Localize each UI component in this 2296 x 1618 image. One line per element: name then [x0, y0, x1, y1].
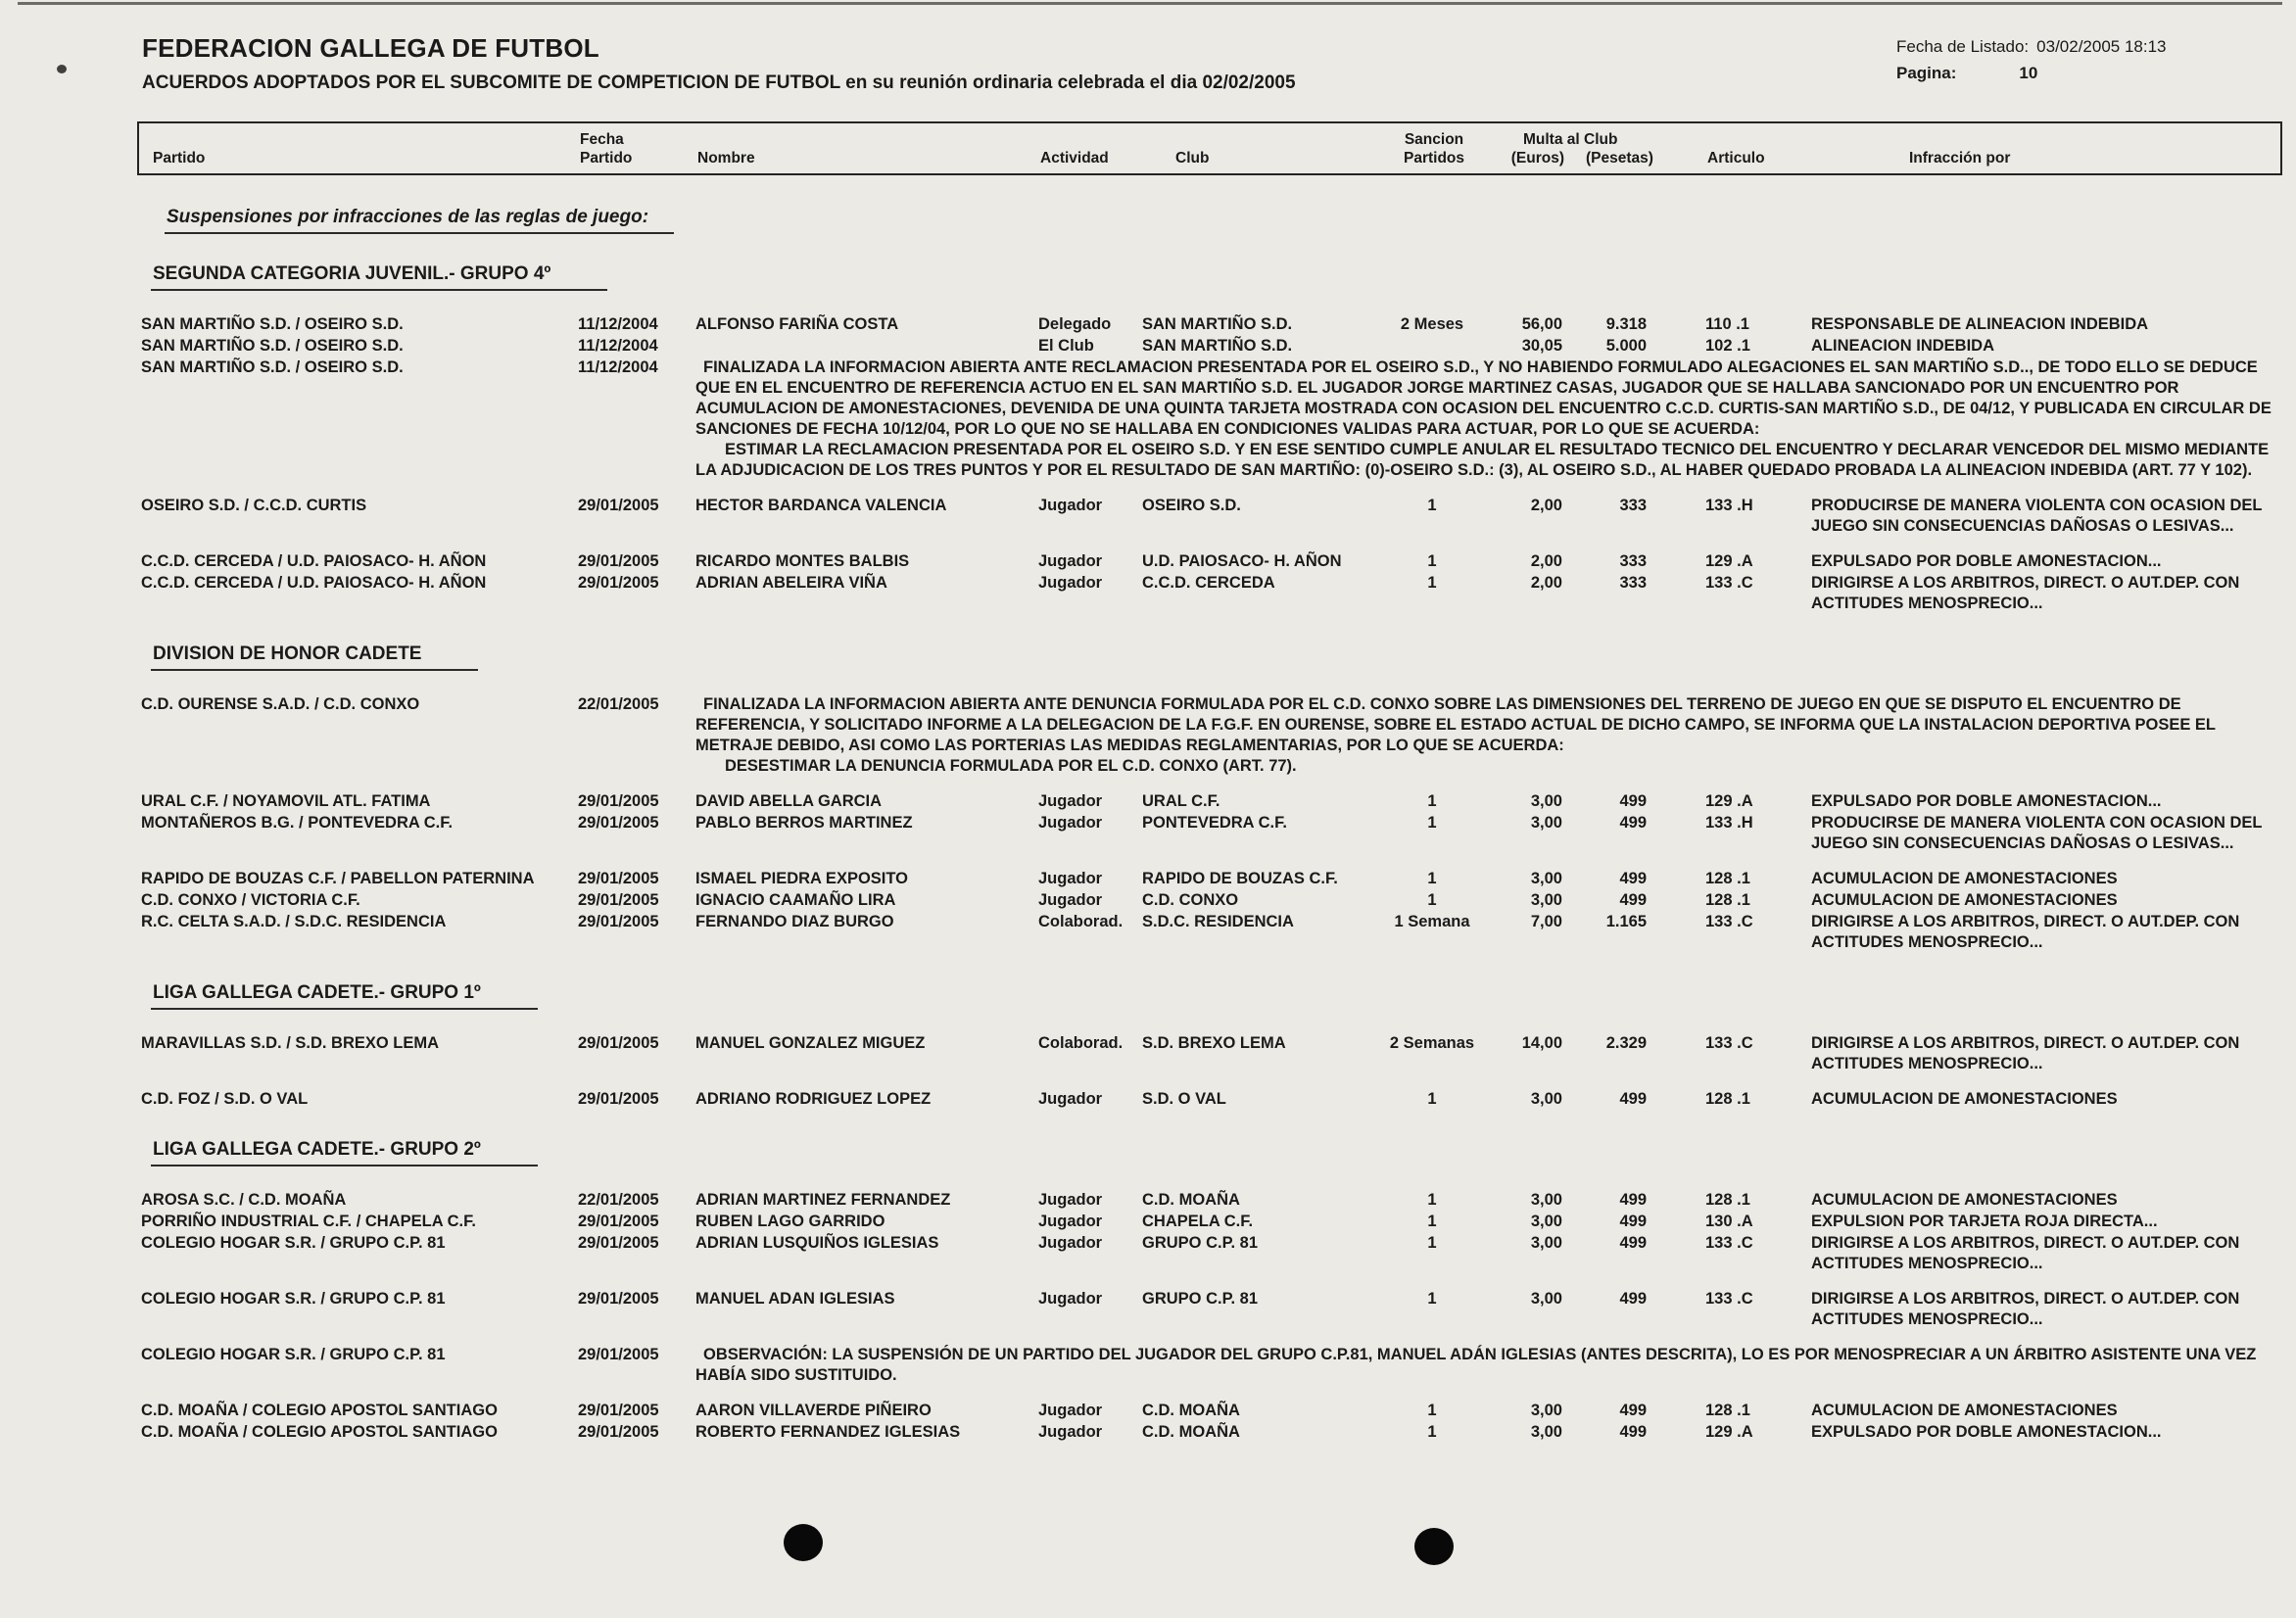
category-section — [137, 1139, 2282, 1443]
cell-sancion-partidos: 1 — [1427, 497, 1437, 514]
category-heading — [151, 1139, 2282, 1166]
cell-partido: SAN MARTIÑO S.D. / OSEIRO S.D. — [141, 315, 404, 333]
cell-multa-euros: 3,00 — [1530, 792, 1562, 810]
cell-partido: MONTAÑEROS B.G. / PONTEVEDRA C.F. — [141, 814, 454, 832]
cell-club: SAN MARTIÑO S.D. — [1142, 315, 1293, 333]
cell-club: PONTEVEDRA C.F. — [1142, 814, 1287, 832]
cell-multa-euros: 2,00 — [1530, 574, 1562, 592]
cell-articulo: 133 .C — [1705, 1034, 1753, 1052]
cell-infraccion-por: RESPONSABLE DE ALINEACION INDEBIDA — [1811, 315, 2149, 333]
cell-infraccion-por: DIRIGIRSE A LOS ARBITROS, DIRECT. O AUT.DEP. CON ACTITUDES MENOSPRECIO... — [1811, 913, 2240, 951]
cell-multa-pesetas: 499 — [1619, 1290, 1647, 1308]
category-heading-text: DIVISION DE HONOR CADETE — [151, 643, 478, 671]
cell-partido: COLEGIO HOGAR S.R. / GRUPO C.P. 81 — [141, 1234, 446, 1252]
cell-actividad: Jugador — [1038, 1402, 1103, 1419]
cell-partido: C.C.D. CERCEDA / U.D. PAIOSACO- H. AÑON — [141, 552, 487, 570]
cell-nombre: HECTOR BARDANCA VALENCIA — [695, 497, 947, 514]
sanction-group — [137, 1190, 2282, 1274]
cell-multa-pesetas: 499 — [1619, 1402, 1647, 1419]
cell-sancion-partidos: 2 Semanas — [1389, 1034, 1475, 1052]
cell-multa-euros: 3,00 — [1530, 1290, 1562, 1308]
cell-fecha-partido: 29/01/2005 — [578, 1290, 659, 1308]
cell-infraccion-por: EXPULSION POR TARJETA ROJA DIRECTA... — [1811, 1213, 2158, 1230]
cell-sancion-partidos: 1 — [1427, 792, 1437, 810]
cell-multa-euros: 56,00 — [1521, 315, 1562, 333]
column-header-sancion-line1: Sancion — [1404, 131, 1464, 148]
cell-multa-euros: 3,00 — [1530, 1090, 1562, 1108]
note-paragraph: DESESTIMAR LA DENUNCIA FORMULADA POR EL C.D. CONXO (ART. 77). — [725, 757, 1297, 775]
cell-infraccion-por: ALINEACION INDEBIDA — [1811, 337, 1995, 355]
cell-nombre: ROBERTO FERNANDEZ IGLESIAS — [695, 1423, 961, 1441]
note-paragraph: ESTIMAR LA RECLAMACION PRESENTADA POR EL OSEIRO S.D. Y EN ESE SENTIDO CUMPLE ANULAR EL RESULTADO TECNICO DEL ENCUENTRO Y DECLARAR VENCEDOR DEL MISMO MEDIANTE LA ADJUDICACION DE LOS TRES PUNTOS Y POR EL RESULTADO DE SAN MARTIÑO: (0)-OSEIRO S.D.: (3), AL OSEIRO S.D., AL HABER QUEDADO PROBADA LA ALINEACION INDEBIDA (ART. 77 Y 102). — [695, 441, 2270, 479]
suspensions-section-title-text: Suspensiones por infracciones de las reglas de juego: — [165, 207, 674, 234]
sanction-group — [137, 314, 2282, 481]
cell-articulo: 128 .1 — [1705, 870, 1750, 887]
cell-multa-pesetas: 499 — [1619, 1423, 1647, 1441]
cell-actividad: Jugador — [1038, 497, 1103, 514]
cell-partido: C.D. MOAÑA / COLEGIO APOSTOL SANTIAGO — [141, 1402, 498, 1419]
cell-articulo: 129 .A — [1705, 792, 1753, 810]
cell-sancion-partidos: 1 Semana — [1394, 913, 1470, 930]
table-row — [137, 694, 2282, 777]
column-header-sancion-line2: Partidos — [1403, 150, 1464, 167]
cell-sancion-partidos: 1 — [1427, 574, 1437, 592]
category-heading — [151, 643, 2282, 671]
table-row — [137, 496, 2282, 537]
sanction-group — [137, 1289, 2282, 1330]
cell-articulo: 128 .1 — [1705, 891, 1750, 909]
cell-fecha-partido: 29/01/2005 — [578, 1234, 659, 1252]
cell-actividad: Jugador — [1038, 1191, 1103, 1209]
cell-infraccion-por: DIRIGIRSE A LOS ARBITROS, DIRECT. O AUT.DEP. CON ACTITUDES MENOSPRECIO... — [1811, 1290, 2240, 1328]
cell-multa-euros: 3,00 — [1530, 814, 1562, 832]
pagina — [1896, 64, 2167, 83]
table-row — [137, 1422, 2282, 1443]
cell-multa-euros: 3,00 — [1530, 1423, 1562, 1441]
cell-actividad: Jugador — [1038, 1234, 1103, 1252]
column-header-fecha-partido — [580, 130, 690, 167]
cell-infraccion-por: EXPULSADO POR DOBLE AMONESTACION... — [1811, 1423, 2162, 1441]
fecha-de-listado — [1896, 37, 2167, 57]
cell-infraccion-por: EXPULSADO POR DOBLE AMONESTACION... — [1811, 552, 2162, 570]
cell-club: C.D. MOAÑA — [1142, 1402, 1240, 1419]
column-header-multa-label: Multa al Club — [1523, 131, 1618, 148]
cell-nombre: ADRIAN ABELEIRA VIÑA — [695, 574, 887, 592]
table-row — [137, 1289, 2282, 1330]
document-content — [137, 121, 2282, 1443]
sanction-group — [137, 694, 2282, 777]
cell-sancion-partidos: 2 Meses — [1400, 315, 1464, 333]
cell-sancion-partidos: 1 — [1427, 1090, 1437, 1108]
note-paragraph: FINALIZADA LA INFORMACION ABIERTA ANTE RECLAMACION PRESENTADA POR EL OSEIRO S.D., Y NO HABIENDO FORMULADO ALEGACIONES EL SAN MARTIÑO S.D.., DE TODO ELLO SE DEDUCE QUE EN EL ENCUENTRO DE REFERENCIA ACTUO EN EL SAN MARTIÑO S.D. EL JUGADOR JORGE MARTINEZ CASAS, JUGADOR QUE SE HALLABA SANCIONADO POR UN ENCUENTRO POR ACUMULACION DE AMONESTACIONES, DEVENIDA DE UNA QUINTA TARJETA MOSTRADA CON OCASION DEL ENCUENTRO C.C.D. CURTIS-SAN MARTIÑO S.D., DE 04/12, Y PUBLICADA EN CIRCULAR DE SANCIONES DE FECHA 10/12/04, POR LO QUE NO SE HALLABA EN CONDICIONES VALIDAS PARA ACTUAR, POR LO QUE SE ACUERDA: — [695, 358, 2272, 438]
cell-actividad: Jugador — [1038, 792, 1103, 810]
cell-nombre: RUBEN LAGO GARRIDO — [695, 1213, 885, 1230]
cell-articulo: 130 .A — [1705, 1213, 1753, 1230]
table-row — [137, 1401, 2282, 1421]
cell-sancion-partidos: 1 — [1427, 1191, 1437, 1209]
cell-infraccion-por: ACUMULACION DE AMONESTACIONES — [1811, 1090, 2118, 1108]
cell-multa-pesetas: 5.000 — [1605, 337, 1647, 355]
sanction-group — [137, 869, 2282, 953]
cell-partido: C.D. MOAÑA / COLEGIO APOSTOL SANTIAGO — [141, 1423, 498, 1441]
cell-actividad: Colaborad. — [1038, 1034, 1124, 1052]
fecha-de-listado-label: Fecha de Listado: — [1896, 37, 2030, 56]
hole-punch-left — [784, 1524, 823, 1561]
cell-sancion-partidos: 1 — [1427, 1290, 1437, 1308]
cell-club: S.D. BREXO LEMA — [1142, 1034, 1286, 1052]
cell-partido: URAL C.F. / NOYAMOVIL ATL. FATIMA — [141, 792, 431, 810]
cell-multa-euros: 3,00 — [1530, 1213, 1562, 1230]
category-heading — [151, 982, 2282, 1010]
sanction-group — [137, 1345, 2282, 1386]
listing-meta — [1896, 37, 2167, 90]
cell-infraccion-por: PRODUCIRSE DE MANERA VIOLENTA CON OCASION DEL JUEGO SIN CONSECUENCIAS DAÑOSAS O LESIVAS... — [1811, 814, 2263, 852]
cell-partido: C.D. FOZ / S.D. O VAL — [141, 1090, 309, 1108]
cell-articulo: 128 .1 — [1705, 1191, 1750, 1209]
cell-partido: AROSA S.C. / C.D. MOAÑA — [141, 1191, 347, 1209]
cell-club: RAPIDO DE BOUZAS C.F. — [1142, 870, 1338, 887]
column-header-fecha-line1: Fecha — [580, 131, 624, 148]
suspensions-section-title — [165, 207, 2282, 234]
sanction-group — [137, 791, 2282, 854]
cell-fecha-partido: 29/01/2005 — [578, 913, 659, 930]
column-header-sancion-partidos — [1370, 130, 1498, 167]
cell-infraccion-por: ACUMULACION DE AMONESTACIONES — [1811, 870, 2118, 887]
cell-nombre: ADRIAN MARTINEZ FERNANDEZ — [695, 1191, 951, 1209]
cell-multa-pesetas: 499 — [1619, 1191, 1647, 1209]
cell-infraccion-por: ACUMULACION DE AMONESTACIONES — [1811, 891, 2118, 909]
column-header-nombre: Nombre — [697, 150, 755, 167]
cell-nombre: MANUEL ADAN IGLESIAS — [695, 1290, 895, 1308]
cell-nombre: ADRIAN LUSQUIÑOS IGLESIAS — [695, 1234, 939, 1252]
cell-infraccion-por: ACUMULACION DE AMONESTACIONES — [1811, 1191, 2118, 1209]
cell-multa-pesetas: 333 — [1619, 497, 1647, 514]
cell-fecha-partido: 29/01/2005 — [578, 1423, 659, 1441]
column-header-euros: (Euros) — [1510, 150, 1564, 167]
cell-multa-pesetas: 499 — [1619, 870, 1647, 887]
column-header-multa-units — [1498, 149, 1684, 167]
cell-sancion-partidos: 1 — [1427, 1402, 1437, 1419]
cell-fecha-partido: 29/01/2005 — [578, 1090, 659, 1108]
sanction-group — [137, 1033, 2282, 1074]
cell-club: URAL C.F. — [1142, 792, 1220, 810]
cell-sancion-partidos: 1 — [1427, 814, 1437, 832]
sanction-group — [137, 1401, 2282, 1443]
cell-club: OSEIRO S.D. — [1142, 497, 1241, 514]
cell-fecha-partido: 29/01/2005 — [578, 1213, 659, 1230]
cell-club: GRUPO C.P. 81 — [1142, 1290, 1258, 1308]
table-row — [137, 791, 2282, 812]
cell-sancion-partidos — [1368, 336, 1496, 357]
note-paragraph: OBSERVACIÓN: LA SUSPENSIÓN DE UN PARTIDO DEL JUGADOR DEL GRUPO C.P.81, MANUEL ADÁN IGLESIAS (ANTES DESCRITA), LO ES POR MENOSPRECIAR A UN ÁRBITRO ASISTENTE UNA VEZ HABÍA SIDO SUSTITUIDO. — [695, 1346, 2257, 1384]
cell-multa-euros: 3,00 — [1530, 1234, 1562, 1252]
resolution-note — [688, 694, 2282, 777]
cell-sancion-partidos: 1 — [1427, 1423, 1437, 1441]
cell-fecha-partido: 29/01/2005 — [578, 552, 659, 570]
cell-nombre: MANUEL GONZALEZ MIGUEZ — [695, 1034, 926, 1052]
table-row — [137, 573, 2282, 614]
cell-multa-pesetas: 499 — [1619, 1090, 1647, 1108]
table-row — [137, 336, 2282, 357]
cell-fecha-partido: 29/01/2005 — [578, 870, 659, 887]
cell-articulo: 133 .C — [1705, 1290, 1753, 1308]
cell-multa-pesetas: 1.165 — [1605, 913, 1647, 930]
cell-fecha-partido: 29/01/2005 — [578, 1346, 659, 1363]
category-heading-text: SEGUNDA CATEGORIA JUVENIL.- GRUPO 4º — [151, 263, 607, 291]
cell-fecha-partido: 29/01/2005 — [578, 792, 659, 810]
cell-actividad: Jugador — [1038, 1423, 1103, 1441]
cell-sancion-partidos: 1 — [1427, 870, 1437, 887]
cell-articulo: 110 .1 — [1705, 315, 1749, 333]
table-row — [137, 314, 2282, 335]
table-row — [137, 551, 2282, 572]
cell-nombre: AARON VILLAVERDE PIÑEIRO — [695, 1402, 932, 1419]
cell-actividad: El Club — [1038, 337, 1094, 355]
column-header-infraccion-por: Infracción por — [1909, 150, 2011, 167]
cell-articulo: 133 .C — [1705, 1234, 1753, 1252]
column-header-pesetas: (Pesetas) — [1586, 150, 1653, 167]
cell-sancion-partidos: 1 — [1427, 552, 1437, 570]
cell-partido: SAN MARTIÑO S.D. / OSEIRO S.D. — [141, 358, 404, 376]
resolution-note — [688, 357, 2282, 481]
category-heading-text: LIGA GALLEGA CADETE.- GRUPO 1º — [151, 982, 538, 1010]
cell-multa-euros: 2,00 — [1530, 497, 1562, 514]
cell-nombre — [688, 336, 1038, 357]
cell-fecha-partido: 29/01/2005 — [578, 497, 659, 514]
cell-actividad: Jugador — [1038, 870, 1103, 887]
document-title: FEDERACION GALLEGA DE FUTBOL — [142, 33, 599, 63]
table-row — [137, 1345, 2282, 1386]
column-header-articulo: Articulo — [1707, 150, 1765, 167]
cell-fecha-partido: 29/01/2005 — [578, 814, 659, 832]
cell-partido: C.D. CONXO / VICTORIA C.F. — [141, 891, 360, 909]
cell-articulo: 128 .1 — [1705, 1090, 1750, 1108]
cell-multa-pesetas: 499 — [1619, 814, 1647, 832]
cell-club: C.D. MOAÑA — [1142, 1423, 1240, 1441]
cell-actividad: Jugador — [1038, 552, 1103, 570]
cell-club: S.D. O VAL — [1142, 1090, 1226, 1108]
cell-partido: PORRIÑO INDUSTRIAL C.F. / CHAPELA C.F. — [141, 1213, 476, 1230]
cell-articulo: 128 .1 — [1705, 1402, 1750, 1419]
cell-club: C.D. MOAÑA — [1142, 1191, 1240, 1209]
cell-multa-euros: 3,00 — [1530, 891, 1562, 909]
column-header-partido: Partido — [153, 150, 206, 167]
cell-nombre: ADRIANO RODRIGUEZ LOPEZ — [695, 1090, 932, 1108]
cell-club: S.D.C. RESIDENCIA — [1142, 913, 1294, 930]
column-header-club: Club — [1175, 150, 1210, 167]
cell-multa-pesetas: 333 — [1619, 574, 1647, 592]
category-sections — [137, 263, 2282, 1443]
sanction-group — [137, 1089, 2282, 1110]
cell-club: C.C.D. CERCEDA — [1142, 574, 1275, 592]
cell-partido: OSEIRO S.D. / C.C.D. CURTIS — [141, 497, 367, 514]
cell-nombre: PABLO BERROS MARTINEZ — [695, 814, 913, 832]
cell-nombre: DAVID ABELLA GARCIA — [695, 792, 883, 810]
cell-sancion-partidos: 1 — [1427, 1234, 1437, 1252]
cell-actividad: Colaborad. — [1038, 913, 1124, 930]
fecha-de-listado-value: 03/02/2005 18:13 — [2036, 37, 2167, 56]
cell-infraccion-por: PRODUCIRSE DE MANERA VIOLENTA CON OCASION DEL JUEGO SIN CONSECUENCIAS DAÑOSAS O LESIVAS... — [1811, 497, 2263, 535]
cell-nombre: RICARDO MONTES BALBIS — [695, 552, 910, 570]
cell-infraccion-por: DIRIGIRSE A LOS ARBITROS, DIRECT. O AUT.DEP. CON ACTITUDES MENOSPRECIO... — [1811, 1034, 2240, 1072]
cell-multa-pesetas: 499 — [1619, 792, 1647, 810]
cell-actividad: Jugador — [1038, 1290, 1103, 1308]
category-section — [137, 263, 2282, 614]
table-row — [137, 1233, 2282, 1274]
sanction-group — [137, 496, 2282, 537]
cell-multa-euros: 30,05 — [1521, 337, 1562, 355]
table-header — [137, 121, 2282, 175]
cell-actividad: Jugador — [1038, 1090, 1103, 1108]
table-row — [137, 357, 2282, 481]
cell-club: U.D. PAIOSACO- H. AÑON — [1142, 552, 1342, 570]
cell-articulo: 133 .C — [1705, 574, 1753, 592]
cell-infraccion-por: EXPULSADO POR DOBLE AMONESTACION... — [1811, 792, 2162, 810]
cell-club: C.D. CONXO — [1142, 891, 1239, 909]
cell-partido: MARAVILLAS S.D. / S.D. BREXO LEMA — [141, 1034, 440, 1052]
hole-punch-right — [1414, 1528, 1454, 1565]
cell-fecha-partido: 11/12/2004 — [578, 358, 658, 376]
cell-multa-euros: 3,00 — [1530, 1402, 1562, 1419]
document-header — [0, 0, 2296, 94]
cell-sancion-partidos: 1 — [1427, 1213, 1437, 1230]
cell-multa-pesetas: 2.329 — [1605, 1034, 1647, 1052]
cell-nombre: FERNANDO DIAZ BURGO — [695, 913, 894, 930]
cell-partido: COLEGIO HOGAR S.R. / GRUPO C.P. 81 — [141, 1346, 446, 1363]
cell-multa-pesetas: 499 — [1619, 891, 1647, 909]
cell-actividad: Delegado — [1038, 315, 1112, 333]
cell-multa-euros: 3,00 — [1530, 870, 1562, 887]
cell-club: GRUPO C.P. 81 — [1142, 1234, 1258, 1252]
cell-multa-euros: 3,00 — [1530, 1191, 1562, 1209]
table-row — [137, 1089, 2282, 1110]
table-row — [137, 813, 2282, 854]
sanction-group — [137, 551, 2282, 614]
column-header-fecha-line2: Partido — [580, 150, 633, 167]
table-row — [137, 890, 2282, 911]
cell-multa-euros: 2,00 — [1530, 552, 1562, 570]
cell-infraccion-por: ACUMULACION DE AMONESTACIONES — [1811, 1402, 2118, 1419]
column-header-actividad: Actividad — [1040, 150, 1109, 167]
cell-nombre: ISMAEL PIEDRA EXPOSITO — [695, 870, 908, 887]
cell-fecha-partido: 22/01/2005 — [578, 1191, 659, 1209]
pagina-value: 10 — [2019, 64, 2038, 82]
cell-multa-euros: 14,00 — [1521, 1034, 1562, 1052]
cell-articulo: 133 .H — [1705, 814, 1753, 832]
table-row — [137, 912, 2282, 953]
cell-fecha-partido: 11/12/2004 — [578, 337, 658, 355]
pagina-label: Pagina: — [1896, 64, 1957, 82]
cell-actividad: Jugador — [1038, 1213, 1103, 1230]
cell-club: CHAPELA C.F. — [1142, 1213, 1254, 1230]
table-row — [137, 1033, 2282, 1074]
cell-partido: COLEGIO HOGAR S.R. / GRUPO C.P. 81 — [141, 1290, 446, 1308]
cell-infraccion-por: DIRIGIRSE A LOS ARBITROS, DIRECT. O AUT.DEP. CON ACTITUDES MENOSPRECIO... — [1811, 1234, 2240, 1272]
cell-articulo: 102 .1 — [1705, 337, 1750, 355]
cell-actividad: Jugador — [1038, 891, 1103, 909]
document-subtitle: ACUERDOS ADOPTADOS POR EL SUBCOMITE DE COMPETICION DE FUTBOL en su reunión ordinaria celebrada el dia 02/02/2005 — [142, 72, 1296, 93]
table-row — [137, 1212, 2282, 1232]
cell-partido: RAPIDO DE BOUZAS C.F. / PABELLON PATERNINA — [141, 870, 535, 887]
cell-fecha-partido: 11/12/2004 — [578, 315, 658, 333]
cell-partido: C.C.D. CERCEDA / U.D. PAIOSACO- H. AÑON — [141, 574, 487, 592]
category-section — [137, 643, 2282, 953]
table-row — [137, 1190, 2282, 1211]
category-section — [137, 982, 2282, 1110]
note-paragraph: FINALIZADA LA INFORMACION ABIERTA ANTE DENUNCIA FORMULADA POR EL C.D. CONXO SOBRE LAS DIMENSIONES DEL TERRENO DE JUEGO EN QUE SE DISPUTO EL ENCUENTRO DE REFERENCIA, Y SOLICITADO INFORME A LA DELEGACION DE LA F.G.F. EN OURENSE, SOBRE EL ESTADO ACTUAL DE DICHO CAMPO, SE INFORMA QUE LA INSTALACION DEPORTIVA POSEE EL METRAJE DEBIDO, ASI COMO LAS PORTERIAS LAS MEDIDAS REGLAMENTARIAS, POR LO QUE SE ACUERDA: — [695, 695, 2216, 754]
cell-articulo: 133 .C — [1705, 913, 1753, 930]
cell-fecha-partido: 29/01/2005 — [578, 1034, 659, 1052]
cell-fecha-partido: 29/01/2005 — [578, 574, 659, 592]
category-heading — [151, 263, 2282, 291]
cell-multa-pesetas: 333 — [1619, 552, 1647, 570]
cell-fecha-partido: 29/01/2005 — [578, 1402, 659, 1419]
cell-articulo: 129 .A — [1705, 552, 1753, 570]
cell-fecha-partido: 29/01/2005 — [578, 891, 659, 909]
cell-partido: SAN MARTIÑO S.D. / OSEIRO S.D. — [141, 337, 404, 355]
category-heading-text: LIGA GALLEGA CADETE.- GRUPO 2º — [151, 1139, 538, 1166]
table-row — [137, 869, 2282, 889]
cell-infraccion-por: DIRIGIRSE A LOS ARBITROS, DIRECT. O AUT.DEP. CON ACTITUDES MENOSPRECIO... — [1811, 574, 2240, 612]
cell-multa-pesetas: 499 — [1619, 1213, 1647, 1230]
cell-partido: R.C. CELTA S.A.D. / S.D.C. RESIDENCIA — [141, 913, 447, 930]
cell-multa-pesetas: 499 — [1619, 1234, 1647, 1252]
cell-sancion-partidos: 1 — [1427, 891, 1437, 909]
cell-fecha-partido: 22/01/2005 — [578, 695, 659, 713]
cell-partido: C.D. OURENSE S.A.D. / C.D. CONXO — [141, 695, 420, 713]
cell-articulo: 133 .H — [1705, 497, 1753, 514]
column-header-multa-al-club — [1498, 130, 1684, 167]
resolution-note — [688, 1345, 2282, 1386]
cell-multa-pesetas: 9.318 — [1605, 315, 1647, 333]
cell-multa-euros: 7,00 — [1530, 913, 1562, 930]
cell-actividad: Jugador — [1038, 814, 1103, 832]
cell-articulo: 129 .A — [1705, 1423, 1753, 1441]
cell-nombre: ALFONSO FARIÑA COSTA — [695, 315, 899, 333]
cell-actividad: Jugador — [1038, 574, 1103, 592]
cell-nombre: IGNACIO CAAMAÑO LIRA — [695, 891, 896, 909]
cell-club: SAN MARTIÑO S.D. — [1142, 337, 1293, 355]
